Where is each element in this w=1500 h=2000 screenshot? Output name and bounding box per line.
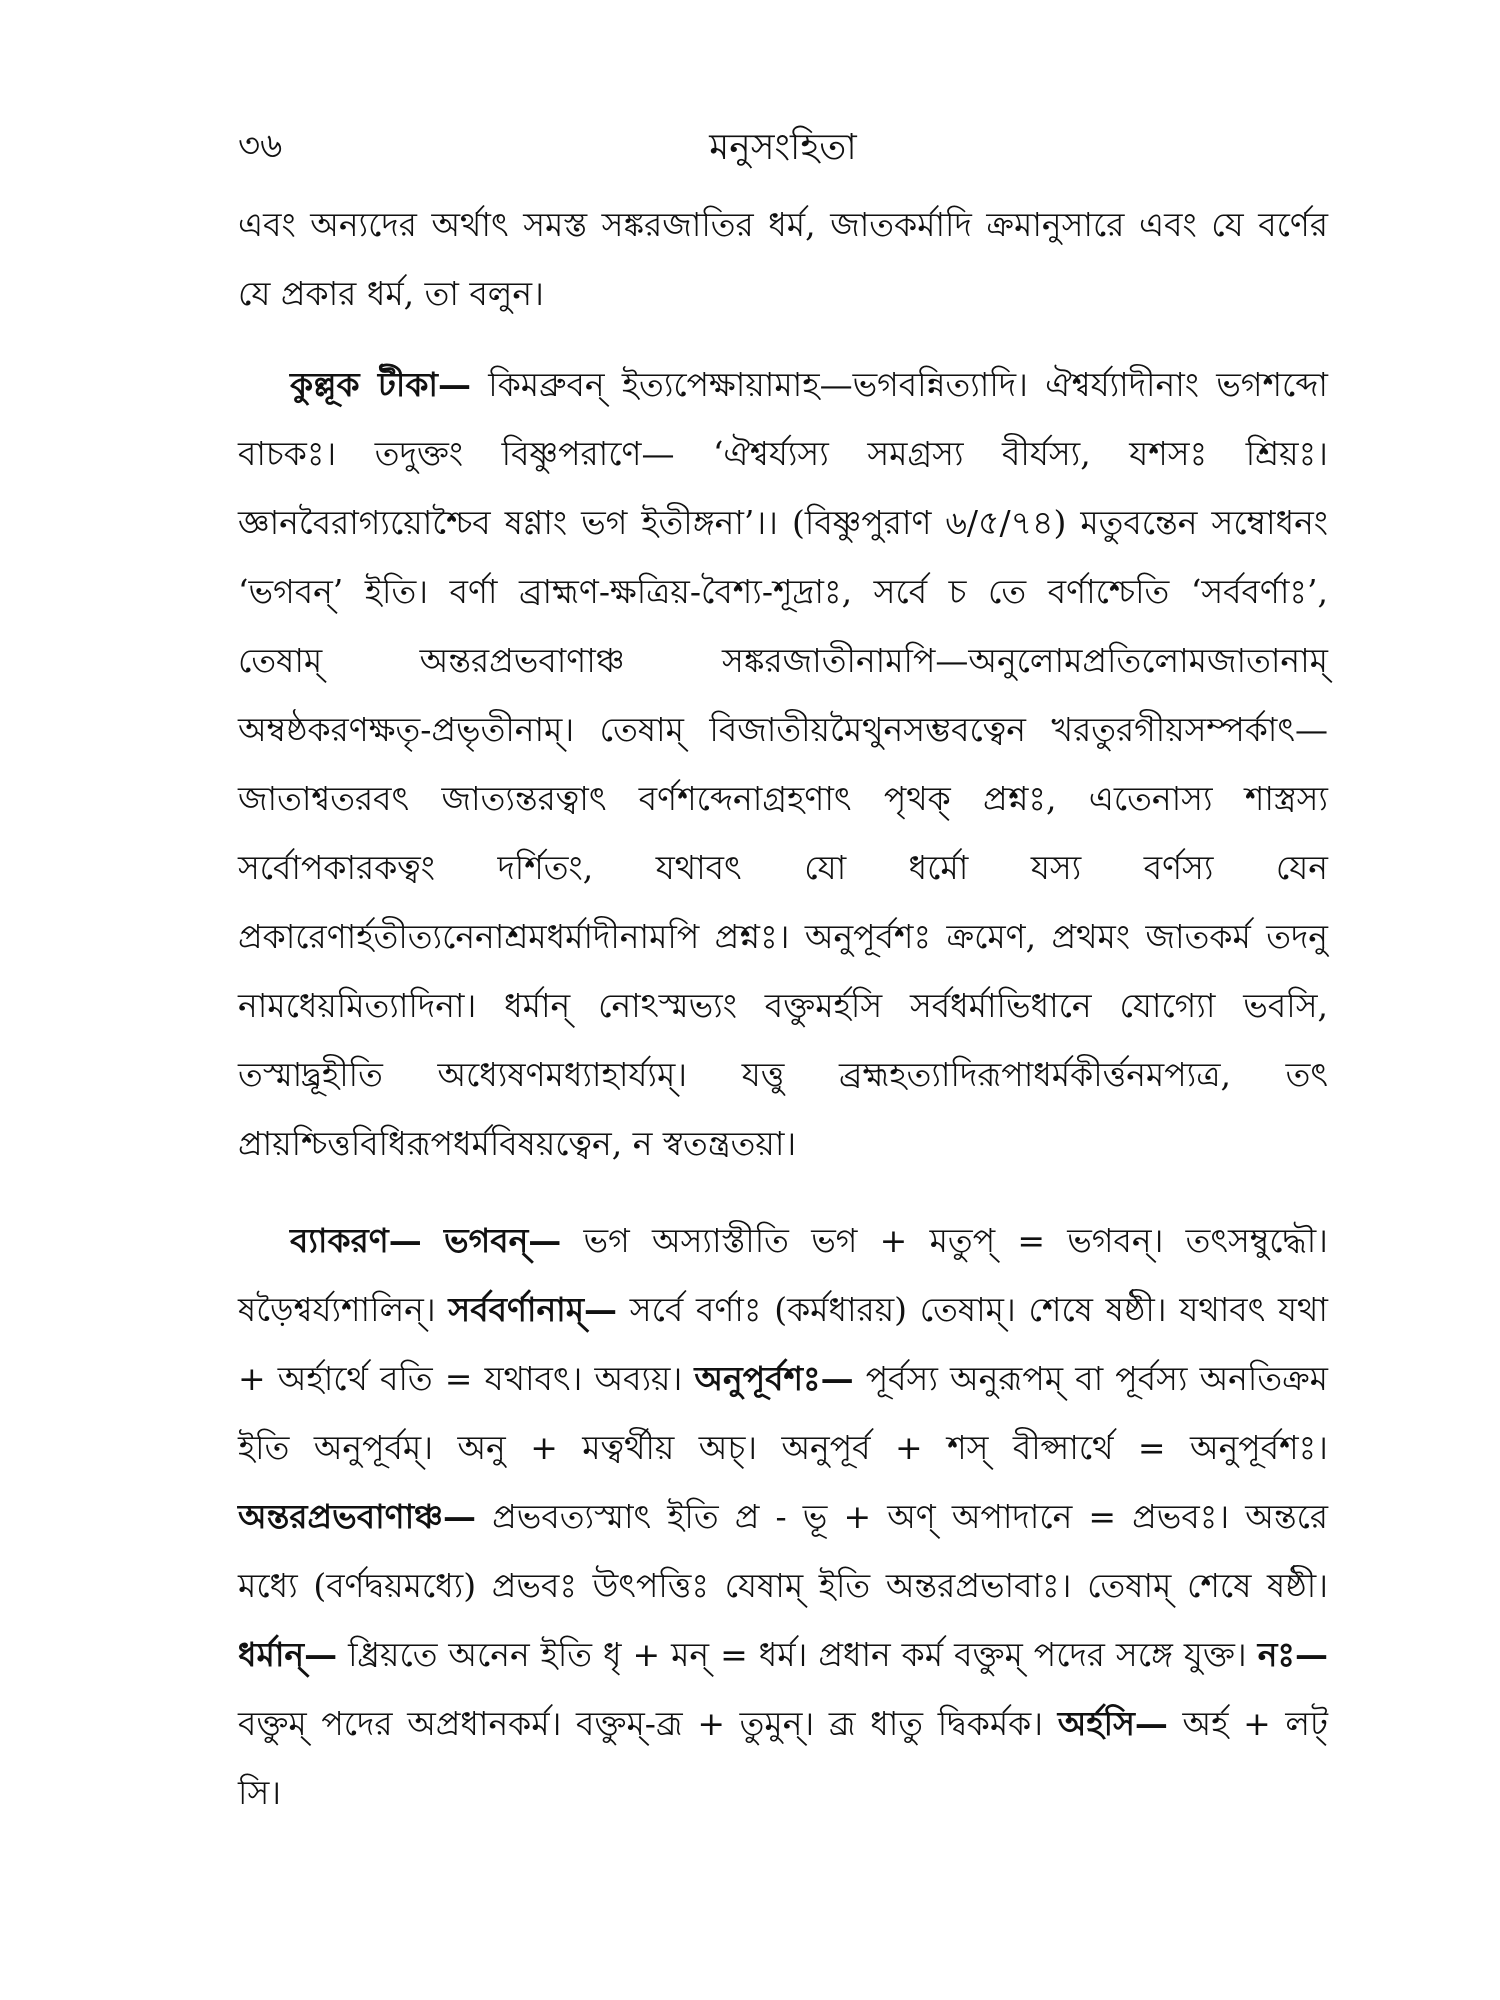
commentary-text: কিমব্রুবন্ ইত্যপেক্ষায়ামাহ—ভগবন্নিত্যাদি। ঐশ্বর্য্যাদীনাং ভগশব্দো বাচকঃ। তদুক্তং বিষ্ণুপরাণে— ‘ঐশ্বর্য্যস্য সমগ্রস্য বীর্যস্য, যশসঃ শ্রিয়ঃ। জ্ঞানবৈরাগ্যয়োশ্চৈব ষণ্ণাং ভগ ইতীঙ্গনা’।। (বিষ্ণুপুরাণ ৬/৫/৭৪) মতুবন্তেন সম্বোধনং ‘ভগবন্’ ইতি। বর্ণা ব্রাহ্মণ-ক্ষত্রিয়-বৈশ্য-শূদ্রাঃ, সর্বে চ তে বর্ণাশ্চেতি ‘সর্ববর্ণাঃ’, তেষাম্ অন্তরপ্রভবাণাঞ্চ সঙ্করজাতীনামপি—অনুলোমপ্রতিলোমজাতানাম্ অম্বষ্ঠকরণক্ষতৃ-প্রভৃতীনাম্। তেষাম্ বিজাতীয়মৈথুনসম্ভবত্বেন খরতুরগীয়সম্পর্কাৎ—জাতাশ্বতরবৎ জাত্যন্তরত্বাৎ বর্ণশব্দেনাগ্রহণাৎ পৃথক্ প্রশ্নঃ, এতেনাস্য শাস্ত্রস্য সর্বোপকারকত্বং দর্শিতং, যথাবৎ যো ধর্মো যস্য বর্ণস্য যেন প্রকারেণার্হতীত্যনেনাশ্রমধর্মাদীনামপি প্রশ্নঃ। অনুপূর্বশঃ ক্রমেণ, প্রথমং জাতকর্ম তদনু নামধেয়মিত্যাদিনা। ধর্মান্ নোঽস্মভ্যং বক্তুমর্হসি সর্বধর্মাভিধানে যোগ্যো ভবসি, তস্মাদ্ব্রূহীতি অধ্যেষণমধ্যাহার্য্যম্। যত্তু ব্রহ্মহত্যাদিরূপাধর্মকীর্ত্তনমপ্যত্র, তৎ প্রায়শ্চিত্তবিধিরূপধর্মবিষয়ত্বেন, ন স্বতন্ত্রতয়া। xyxy=(238,365,1328,1163)
commentary-paragraph xyxy=(238,350,1328,1178)
grammar-text: বক্তুম্ পদের অপ্রধানকর্ম। বক্তুম্-ব্রূ + তুমুন্। ব্রূ ধাতু দ্বিকর্মক। xyxy=(238,1704,1058,1743)
grammar-text: ধ্রিয়তে অনেন ইতি ধৃ + মন্ = ধর্ম। প্রধান কর্ম বক্তুম্ পদের সঙ্গে যুক্ত। xyxy=(337,1635,1258,1674)
grammar-keyword: অর্হসি— xyxy=(1057,1704,1168,1743)
grammar-text xyxy=(422,1221,444,1260)
page-number: ৩৬ xyxy=(238,126,283,166)
grammar-keyword: সর্ববর্ণানাম্— xyxy=(448,1290,618,1329)
grammar-paragraph xyxy=(238,1206,1328,1827)
translation-text: এবং অন্যদের অর্থাৎ সমস্ত সঙ্করজাতির ধর্ম, জাতকর্মাদি ক্রমানুসারে এবং যে বর্ণের যে প্রকার ধর্ম, তা বলুন। xyxy=(238,205,1328,313)
grammar-keyword: অনুপূর্বশঃ— xyxy=(694,1359,854,1398)
commentary-heading: কুল্লূক টীকা— xyxy=(290,365,471,404)
grammar-keyword: ধর্মান্— xyxy=(238,1635,338,1674)
page-body xyxy=(238,190,1328,1827)
grammar-text: পূর্বস্য অনুরূপম্ বা পূর্বস্য অনতিক্রম ইতি অনুপূর্বম্। অনু + মত্বর্থীয় অচ্। অনুপূর্ব + শস্ বীপ্সার্থে = অনুপূর্বশঃ। xyxy=(238,1359,1328,1467)
grammar-keyword: ভগবন্— xyxy=(443,1221,562,1260)
translation-paragraph xyxy=(238,190,1328,328)
grammar-text: অর্হ + লট্ সি। xyxy=(238,1704,1328,1812)
grammar-text: প্রভবত্যস্মাৎ ইতি প্র - ভূ + অণ্ অপাদানে = প্রভবঃ। অন্তরে মধ্যে (বর্ণদ্বয়মধ্যে) প্রভবঃ উৎপত্তিঃ যেষাম্ ইতি অন্তরপ্রভাবাঃ। তেষাম্ শেষে ষষ্ঠী। xyxy=(238,1497,1328,1605)
running-title: মনুসংহিতা xyxy=(709,127,857,168)
grammar-keyword: অন্তরপ্রভবাণাঞ্চ— xyxy=(238,1497,476,1536)
grammar-text: ভগ অস্যাস্তীতি ভগ + মতুপ্ = ভগবন্। তৎসম্বুদ্ধৌ। ষড়ৈশ্বর্য্যশালিন্। xyxy=(238,1221,1328,1329)
grammar-text: সর্বে বর্ণাঃ (কর্মধারয়) তেষাম্। শেষে ষষ্ঠী। যথাবৎ যথা + অর্হার্থে বতি = যথাবৎ। অব্যয়। xyxy=(238,1290,1328,1398)
grammar-keyword: নঃ— xyxy=(1257,1635,1328,1674)
grammar-heading: ব্যাকরণ— xyxy=(290,1221,422,1260)
page-header xyxy=(238,120,1328,170)
